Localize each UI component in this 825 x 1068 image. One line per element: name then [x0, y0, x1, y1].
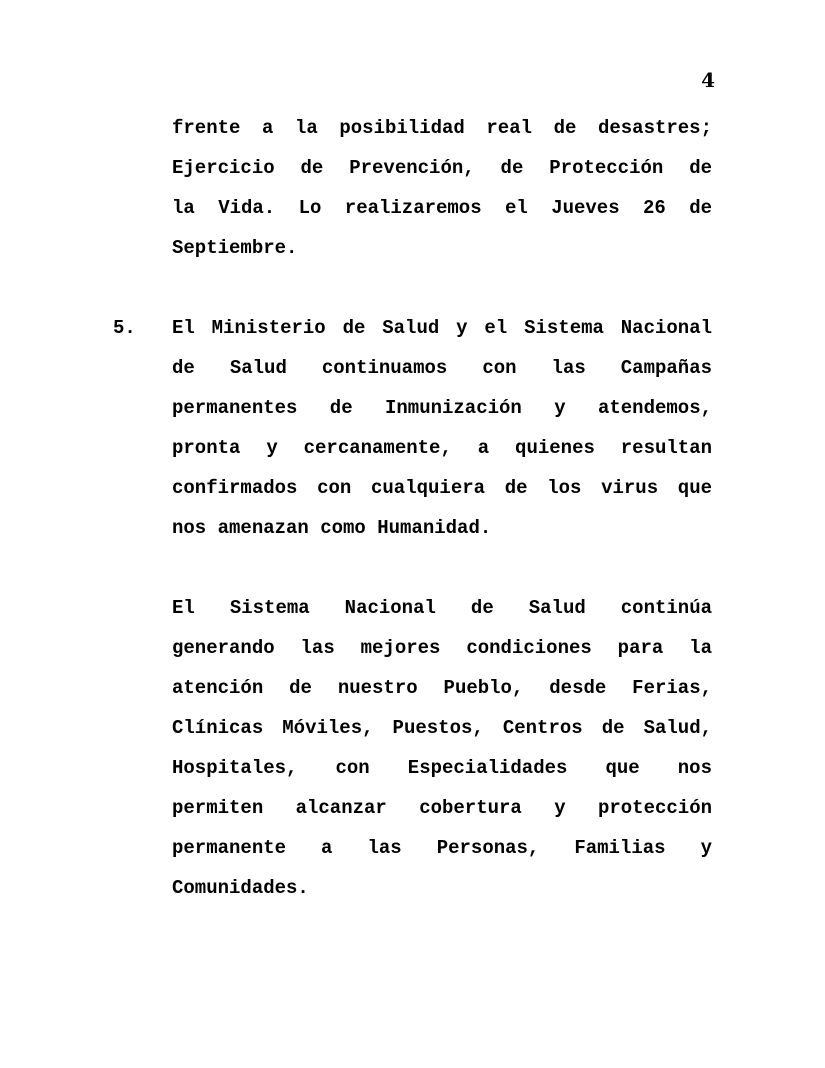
text-line: Septiembre. — [172, 237, 298, 259]
text-line: permiten alcanzar cobertura y protección — [172, 797, 712, 819]
list-item-5-text — [172, 308, 712, 548]
paragraph-intro — [172, 108, 712, 268]
text-line: Comunidades. — [172, 877, 309, 899]
text-line: permanente a las Personas, Familias y — [172, 837, 712, 859]
text-line: confirmados con cualquiera de los virus que — [172, 477, 712, 499]
text-line: atención de nuestro Pueblo, desde Ferias, — [172, 677, 712, 699]
text-line: la Vida. Lo realizaremos el Jueves 26 de — [172, 197, 712, 219]
text-line: de Salud continuamos con las Campañas — [172, 357, 712, 379]
text-line: generando las mejores condiciones para la — [172, 637, 712, 659]
text-line: Clínicas Móviles, Puestos, Centros de Salud, — [172, 717, 712, 739]
text-line: nos amenazan como Humanidad. — [172, 517, 492, 539]
text-line: Hospitales, con Especialidades que nos — [172, 757, 712, 779]
paragraph-health-system — [172, 588, 712, 908]
text-line: El Ministerio de Salud y el Sistema Nacional — [172, 317, 712, 339]
text-line: frente a la posibilidad real de desastres; — [172, 117, 712, 139]
text-line: pronta y cercanamente, a quienes resultan — [172, 437, 712, 459]
list-item-number: 5. — [113, 317, 136, 339]
page-number: 4 — [701, 68, 715, 92]
text-line: permanentes de Inmunización y atendemos, — [172, 397, 712, 419]
text-line: Ejercicio de Prevención, de Protección de — [172, 157, 712, 179]
text-line: El Sistema Nacional de Salud continúa — [172, 597, 712, 619]
